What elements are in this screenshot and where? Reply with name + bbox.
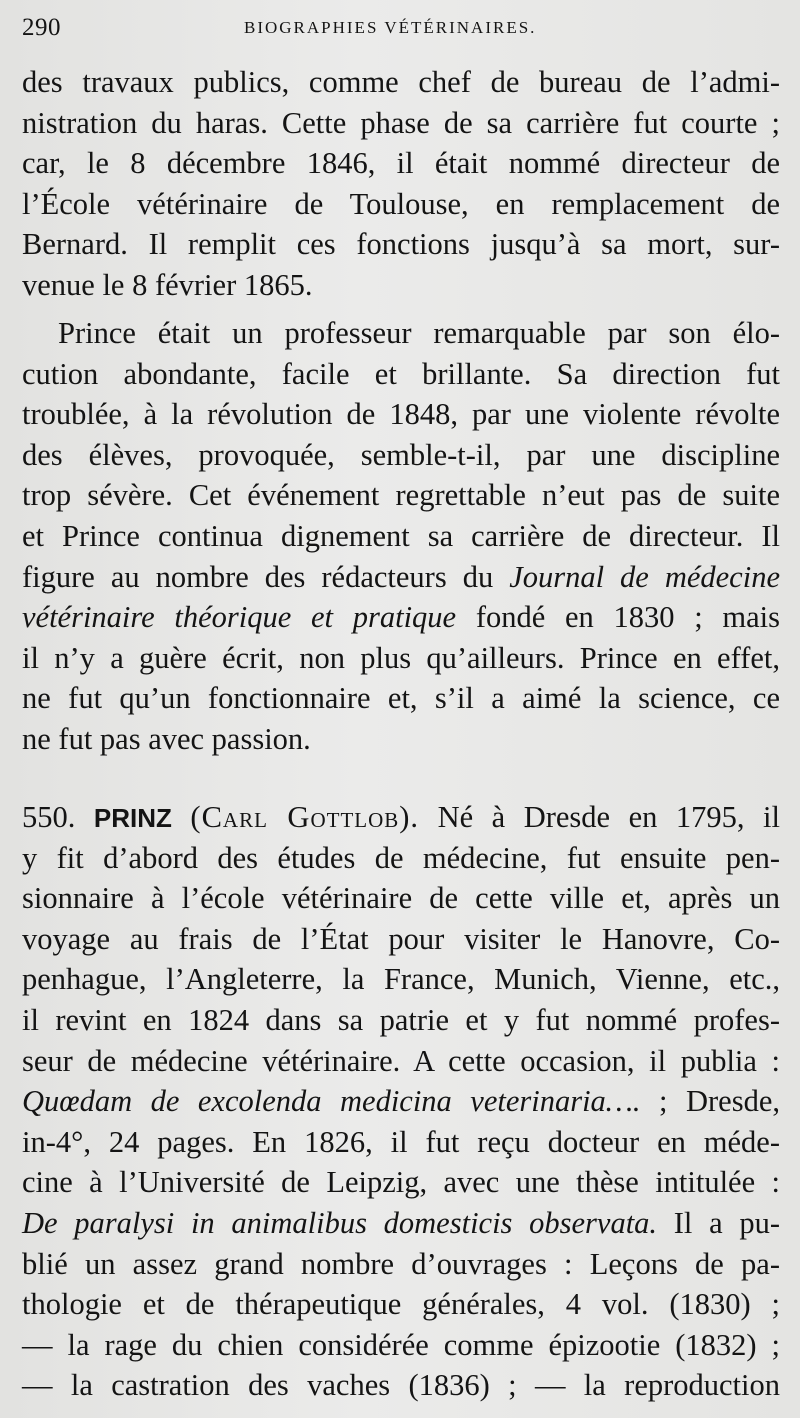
text-line: nistration du haras. Cette phase de sa carrière fut courte ; [22, 105, 780, 140]
text-line [22, 557, 780, 598]
text-line [22, 1081, 780, 1122]
text-run: fondé en 1830 ; mais [456, 600, 780, 635]
text-line [22, 1203, 780, 1244]
text-run: ; Dresde, [640, 1084, 781, 1119]
text-line: cine à l’Université de Leipzig, avec une thèse intitulée : [22, 1165, 780, 1200]
text-line: Bernard. Il remplit ces fonctions jusqu’à sa mort, sur- [22, 227, 780, 262]
text-line: y fit d’abord des études de médecine, fut ensuite pen- [22, 840, 780, 875]
paragraph-1 [22, 62, 780, 306]
text-line: venue le 8 février 1865. [22, 267, 313, 302]
text-line: — la castration des vaches (1836) ; — la reproduction [22, 1368, 780, 1403]
text-line: — la rage du chien considérée comme épizootie (1832) ; [22, 1327, 780, 1362]
journal-title-italic: Journal de médecine [509, 559, 780, 594]
text-line: cution abondante, facile et brillante. Sa direction fut [22, 356, 780, 391]
entry-heading-line [22, 797, 780, 838]
text-line [22, 597, 780, 638]
text-line: blié un assez grand nombre d’ouvrages : Leçons de pa- [22, 1246, 780, 1281]
entry-given-names: (Carl Gottlob). [190, 800, 420, 834]
text-line: il revint en 1824 dans sa patrie et y fut nommé profes- [22, 1002, 780, 1037]
entry-name: PRINZ [93, 803, 172, 833]
text-line: l’École vétérinaire de Toulouse, en remplacement de [22, 186, 780, 221]
text-line: car, le 8 décembre 1846, il était nommé directeur de [22, 146, 780, 181]
text-line: des travaux publics, comme chef de bureau de l’admi- [22, 65, 780, 99]
text-run: Né à Dresde en 1795, il [419, 800, 780, 834]
text-line: voyage au frais de l’État pour visiter le Hanovre, Co- [22, 921, 780, 956]
thesis-title-italic: Quœdam de excolenda medicina veterinaria…. [22, 1084, 641, 1119]
running-head: BIOGRAPHIES VÉTÉRINAIRES. [244, 18, 537, 37]
text-run: Il a pu- [657, 1205, 780, 1240]
text-line: trop sévère. Cet événement regrettable n’eut pas de suite [22, 478, 780, 513]
text-line: ne fut qu’un fonctionnaire et, s’il a aimé la science, ce [22, 681, 780, 716]
text-line: troublée, à la révolution de 1848, par une violente révolte [22, 397, 780, 432]
journal-title-italic: vétérinaire théorique et pratique [22, 600, 457, 635]
text-line: il n’y a guère écrit, non plus qu’ailleurs. Prince en effet, [22, 640, 780, 675]
text-line: thologie et de thérapeutique générales, 4 vol. (1830) ; [22, 1287, 780, 1322]
entry-number: 550. [22, 800, 76, 834]
text-line: in-4°, 24 pages. En 1826, il fut reçu docteur en méde- [22, 1124, 780, 1159]
page-number: 290 [22, 14, 61, 41]
text-run: figure au nombre des rédacteurs du [22, 559, 510, 594]
page-header [22, 10, 778, 50]
text-line: ne fut pas avec passion. [22, 721, 311, 756]
text-line: seur de médecine vétérinaire. A cette occasion, il publia : [22, 1043, 780, 1078]
thesis-title-italic: De paralysi in animalibus domesticis observata. [22, 1205, 658, 1240]
paragraph-2 [22, 313, 780, 760]
text-line: Prince était un professeur remarquable par son élo- [58, 316, 780, 350]
text-line: des élèves, provoquée, semble-t-il, par une discipline [22, 437, 780, 472]
paragraph-3-entry-prinz [22, 797, 780, 1406]
text-line: et Prince continua dignement sa carrière de directeur. Il [22, 518, 780, 553]
text-line: sionnaire à l’école vétérinaire de cette ville et, après un [22, 881, 780, 916]
text-line: penhague, l’Angleterre, la France, Munich, Vienne, etc., [22, 962, 780, 997]
